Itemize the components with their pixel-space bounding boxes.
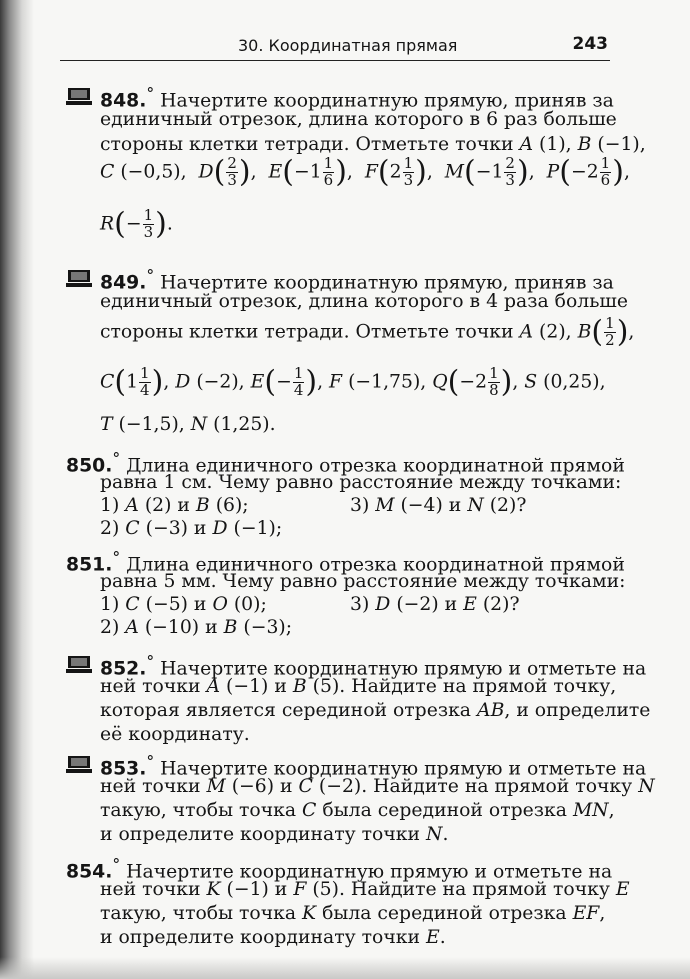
text <box>71 272 87 280</box>
text: 4 <box>140 380 150 399</box>
line <box>100 414 276 435</box>
text <box>604 316 616 349</box>
text: (−1); <box>233 518 283 539</box>
text: , <box>163 371 170 393</box>
text: ) <box>616 314 629 350</box>
text: (−1,75), <box>348 371 427 393</box>
line <box>100 316 634 349</box>
option-3 <box>350 495 526 516</box>
text: её координату. <box>100 724 250 745</box>
text: стороны клетки тетради. Отметьте точки <box>100 134 514 155</box>
text: , <box>426 161 433 183</box>
text: (2)? <box>489 495 527 516</box>
text: 3 <box>505 170 515 189</box>
text: 849. <box>100 272 147 294</box>
point-label: E <box>463 594 477 615</box>
text: . <box>439 927 446 948</box>
text: (−4) и <box>400 495 462 516</box>
point-label: D <box>212 518 228 539</box>
point-label: C <box>100 161 115 183</box>
text: Начертите координатную прямую и отметьте на <box>160 658 647 680</box>
text: стороны клетки тетради. Отметьте точки <box>100 321 514 343</box>
text: Начертите координатную прямую, приняв за <box>160 272 614 294</box>
problem-number: 848. <box>100 90 147 112</box>
text: (−1,5), <box>118 414 185 435</box>
text: 850. <box>66 455 113 477</box>
text: , <box>608 800 615 821</box>
text: ° <box>146 652 155 671</box>
line <box>100 109 617 130</box>
point-label: K <box>206 879 221 900</box>
text: 853. <box>100 758 147 780</box>
text: ° <box>146 752 155 771</box>
text: 4 <box>293 380 304 399</box>
text: ней точки <box>100 879 201 900</box>
text <box>488 366 500 399</box>
point-label: A <box>125 495 139 516</box>
text: ) <box>612 154 624 190</box>
line <box>100 903 605 924</box>
text <box>600 156 612 189</box>
text: 1) <box>100 594 120 615</box>
text <box>66 769 92 773</box>
text: (−2) и <box>396 594 458 615</box>
point-label: C <box>125 518 140 539</box>
point-label: E <box>250 371 265 393</box>
text: ( <box>114 364 127 400</box>
text: ( <box>213 154 226 190</box>
point-label: C <box>302 800 317 821</box>
text: . <box>442 824 449 845</box>
text: Длина единичного отрезка координатной прямой <box>126 554 625 576</box>
point-label: F <box>329 371 343 393</box>
text: (−1) и <box>226 676 287 697</box>
text: единичный отрезок, длина которого в 4 раза больше <box>100 291 628 312</box>
text <box>139 366 151 399</box>
text: (1,25). <box>213 414 276 435</box>
text: 851. <box>66 554 113 576</box>
text: была серединой отрезка <box>322 800 567 821</box>
text: ней точки <box>100 776 201 797</box>
point-label: B <box>195 495 210 516</box>
text: 1 <box>600 154 611 172</box>
line <box>100 134 646 155</box>
point-label: B <box>223 617 238 638</box>
point-label: K <box>302 903 317 924</box>
text <box>71 658 87 666</box>
coord: (−1), <box>597 134 646 155</box>
text: ( <box>114 206 126 242</box>
point-label: R <box>100 213 115 235</box>
point-label: B <box>292 676 307 697</box>
computer-icon <box>66 755 92 773</box>
line <box>100 879 630 900</box>
text: ) <box>335 154 347 190</box>
point-label: A <box>125 617 139 638</box>
point-label: T <box>100 414 113 435</box>
text: 1 <box>403 154 414 172</box>
text: , <box>599 903 606 924</box>
text: 3) <box>350 495 370 516</box>
point-label: O <box>212 594 228 615</box>
point-label: A <box>519 134 534 155</box>
text: ( <box>282 154 294 190</box>
text: , <box>628 321 635 343</box>
text <box>143 208 155 241</box>
line <box>100 676 616 697</box>
text: ° <box>112 548 121 567</box>
text: ) <box>238 154 251 190</box>
text: ( <box>591 314 604 350</box>
text: ) <box>155 206 167 242</box>
point-label: F <box>364 161 378 183</box>
line <box>100 571 625 592</box>
text: 1 <box>323 154 334 172</box>
point-label: E <box>615 879 630 900</box>
point-label: D <box>375 594 391 615</box>
text: (2), <box>539 321 572 343</box>
text: (2)? <box>482 594 520 615</box>
line <box>100 84 614 111</box>
text: , и определите <box>504 700 651 721</box>
line <box>100 800 615 821</box>
point-label: MN <box>572 800 609 821</box>
text: Начертите координатную прямую и отметьте на <box>126 861 613 883</box>
text: , <box>346 161 353 183</box>
point-label: F <box>293 879 307 900</box>
page-edge-shadow <box>0 0 34 979</box>
text: , <box>512 371 519 393</box>
point-label: A <box>206 676 221 697</box>
text: ) <box>305 364 318 400</box>
computer-icon <box>66 269 92 287</box>
text: такую, чтобы точка <box>100 800 297 821</box>
point-label: D <box>198 161 214 183</box>
text: 2 <box>227 154 237 172</box>
text: − <box>125 213 142 235</box>
text: ( <box>464 154 476 190</box>
point-label: AB <box>477 700 505 721</box>
line <box>100 366 606 399</box>
point-label: B <box>577 321 592 343</box>
text: 3 <box>143 222 154 241</box>
text: 1 <box>605 314 615 332</box>
text: (−1) и <box>226 879 288 900</box>
text: и определите координату точки <box>100 927 421 948</box>
computer-icon <box>66 655 92 673</box>
text: −2 <box>570 161 599 183</box>
option-2 <box>100 518 282 539</box>
text: 1 <box>143 206 154 224</box>
text: −1 <box>293 161 322 183</box>
text <box>66 283 92 287</box>
text: (−3); <box>243 617 293 638</box>
text: 2) <box>100 617 120 638</box>
line <box>100 927 446 948</box>
point-label: E <box>426 927 440 948</box>
line <box>100 776 655 797</box>
option-1 <box>100 495 249 516</box>
text: ( <box>559 154 571 190</box>
point-label: B <box>577 134 592 155</box>
text: ( <box>377 154 390 190</box>
text: ( <box>264 364 277 400</box>
text: (−0,5), <box>120 161 187 183</box>
text: (0); <box>233 594 267 615</box>
computer-icon <box>66 87 92 105</box>
text: ( <box>447 364 460 400</box>
point-label: N <box>638 776 655 797</box>
text: . <box>166 213 173 235</box>
text: 1 <box>293 364 304 382</box>
point-label: EF <box>572 903 600 924</box>
text: единичный отрезок, длина которого в 6 раз больше <box>100 109 617 130</box>
running-head <box>60 34 610 61</box>
point-label: M <box>206 776 226 797</box>
coord: (1), <box>539 134 572 155</box>
text: ° <box>112 449 121 468</box>
text: 6 <box>323 170 334 189</box>
point-label: C <box>298 776 313 797</box>
text: , <box>528 161 535 183</box>
text <box>323 156 335 189</box>
line <box>100 472 621 493</box>
text <box>66 669 92 673</box>
text: (5). Найдите на прямой точку, <box>312 676 617 697</box>
text: , <box>317 371 324 393</box>
text: −2 <box>459 371 488 393</box>
text <box>66 101 92 105</box>
text <box>293 366 305 399</box>
text: 1 <box>489 364 499 382</box>
option-3 <box>350 594 520 615</box>
line <box>100 156 630 189</box>
point-label: N <box>426 824 443 845</box>
text: 2 <box>389 161 402 183</box>
text: Длина единичного отрезка координатной прямой <box>126 455 625 477</box>
text: ) <box>151 364 164 400</box>
text: 854. <box>66 861 113 883</box>
text: 2) <box>100 518 120 539</box>
point-label: Q <box>432 371 448 393</box>
option-2 <box>100 617 292 638</box>
text: равна 1 см. Чему равно расстояние между точками: <box>100 472 622 493</box>
fraction <box>226 156 238 189</box>
text: ° <box>146 266 155 285</box>
text <box>504 156 516 189</box>
point-label: C <box>100 371 115 393</box>
point-label: M <box>444 161 465 183</box>
text: 1 <box>126 371 139 393</box>
line <box>100 724 250 745</box>
text: и определите координату точки <box>100 824 421 845</box>
text: −1 <box>475 161 504 183</box>
text: Начертите координатную прямую и отметьте на <box>160 758 647 780</box>
difficulty-mark: ° <box>146 84 155 103</box>
text: равна 5 мм. Чему равно расстояние между точками: <box>100 571 626 592</box>
line <box>100 266 614 293</box>
text: − <box>276 371 292 393</box>
point-label: E <box>268 161 283 183</box>
text: , <box>250 161 257 183</box>
text: (−2), <box>196 371 245 393</box>
text: 2 <box>605 330 615 349</box>
text: (6); <box>215 495 249 516</box>
text: (5). Найдите на прямой точку <box>312 879 610 900</box>
text: 1 <box>140 364 150 382</box>
line <box>100 291 628 312</box>
point-label: C <box>125 594 140 615</box>
text: Начертите координатную прямую, приняв за <box>160 90 614 112</box>
point-label: N <box>190 414 208 435</box>
text: ) <box>516 154 529 190</box>
text: 3) <box>350 594 370 615</box>
text: 3 <box>227 170 237 189</box>
text: (−5) и <box>145 594 207 615</box>
text: (2) и <box>144 495 190 516</box>
line <box>100 208 173 241</box>
point-label: S <box>524 371 538 393</box>
point-label: D <box>175 371 191 393</box>
text: ) <box>500 364 513 400</box>
option-1 <box>100 594 267 615</box>
point-label: N <box>467 495 484 516</box>
text <box>71 758 87 766</box>
text: такую, чтобы точка <box>100 903 297 924</box>
text: 1) <box>100 495 120 516</box>
text: ней точки <box>100 676 201 697</box>
page-number: 243 <box>572 34 608 54</box>
text: , <box>623 161 630 183</box>
text: (−3) и <box>145 518 207 539</box>
page-bottom-shadow <box>0 957 690 979</box>
text: ) <box>415 154 427 190</box>
point-label: A <box>519 321 534 343</box>
text <box>71 90 87 98</box>
text: 3 <box>403 170 414 189</box>
point-label: M <box>375 495 395 516</box>
text: (−10) и <box>144 617 218 638</box>
text: 2 <box>505 154 515 172</box>
text: которая является серединой отрезка <box>100 700 472 721</box>
text: (−2). Найдите на прямой точку <box>318 776 633 797</box>
text: 8 <box>489 380 499 399</box>
point-label: P <box>546 161 560 183</box>
chapter-title: 30. Координатная прямая <box>238 36 458 55</box>
text: была серединой отрезка <box>322 903 567 924</box>
text: (−6) и <box>231 776 293 797</box>
text: (0,25), <box>543 371 606 393</box>
text <box>403 156 415 189</box>
text: 852. <box>100 658 147 680</box>
text: ° <box>112 855 121 874</box>
line <box>100 700 650 721</box>
line <box>100 824 448 845</box>
text: 6 <box>600 170 611 189</box>
